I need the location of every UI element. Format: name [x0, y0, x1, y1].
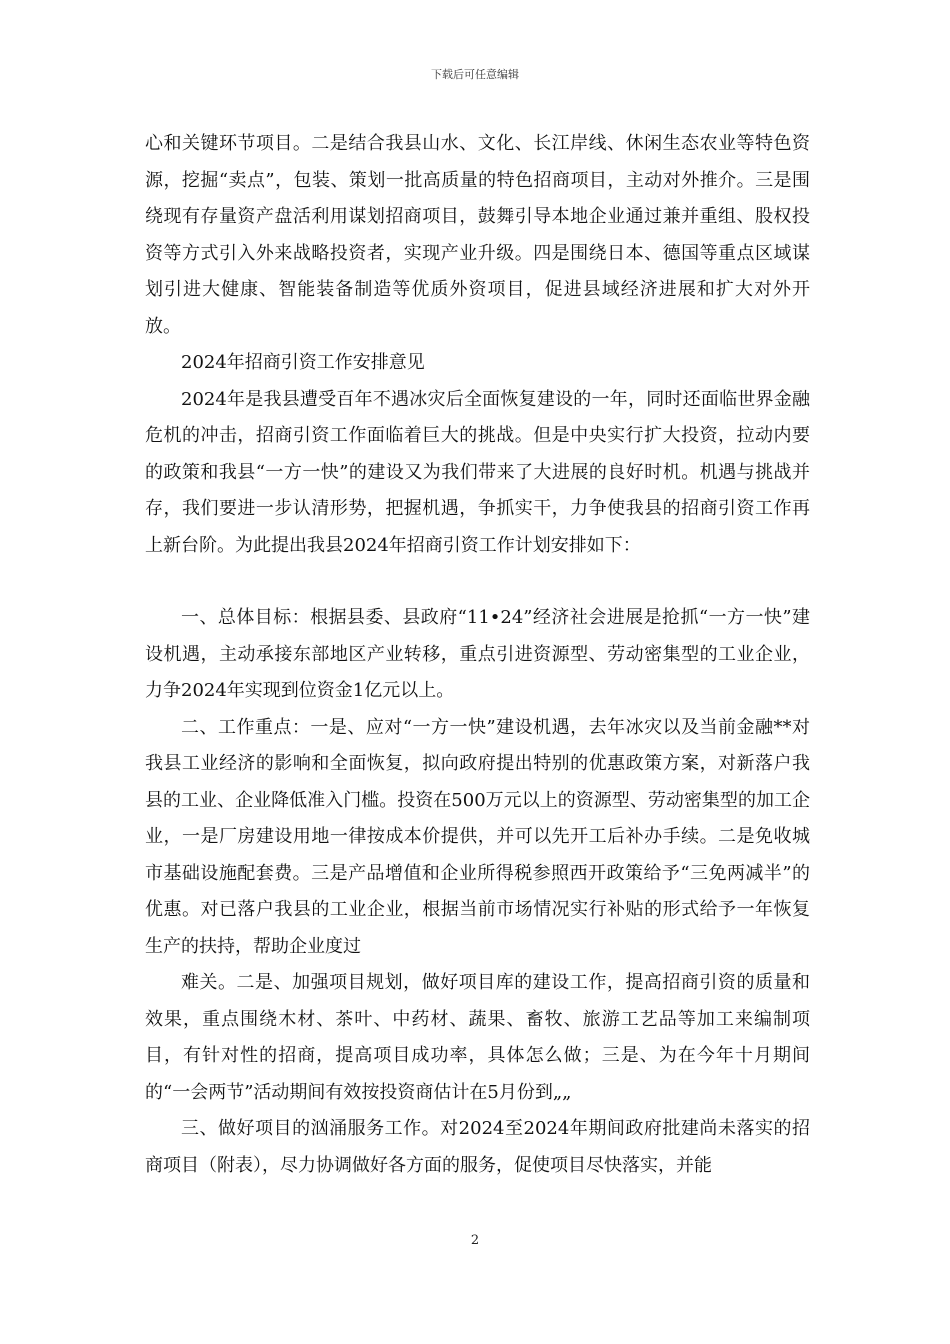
- section-title: 2024年招商引资工作安排意见: [181, 352, 425, 373]
- document-body: [145, 126, 810, 1184]
- blank-line: [145, 564, 810, 600]
- paragraph-overall-goal: 一、总体目标：根据县委、县政府“11•24”经济社会进展是抢抓“一方一快”建设机遇，主动承接东部地区产业转移，重点引进资源型、劳动密集型的工业企业，力争2024年实现到位资金1亿元以上。: [145, 607, 810, 701]
- paragraph-continuation: 心和关键环节项目。二是结合我县山水、文化、长江岸线、休闲生态农业等特色资源，挖掘“卖点”，包装、策划一批高质量的特色招商项目，主动对外推介。三是围绕现有存量资产盘活利用谋划招商项目，鼓舞引导本地企业通过兼并重组、股权投资等方式引入外来战略投资者，实现产业升级。四是围绕日本、德国等重点区域谋划引进大健康、智能装备制造等优质外资项目，促进县域经济进展和扩大对外开放。: [145, 133, 810, 337]
- paragraph-service: 三、做好项目的汹涌服务工作。对2024至2024年期间政府批建尚未落实的招商项目（附表），尽力协调做好各方面的服务，促使项目尽快落实，并能: [145, 1118, 810, 1176]
- page-header: 下载后可任意编辑: [431, 68, 519, 81]
- paragraph-intro: 2024年是我县遭受百年不遇冰灾后全面恢复建设的一年，同时还面临世界金融危机的冲击，招商引资工作面临着巨大的挑战。但是中央实行扩大投资，拉动内要的政策和我县“一方一快”的建设又为我们带来了大进展的良好时机。机遇与挑战并存，我们要进一步认清形势，把握机遇，争抓实干，力争使我县的招商引资工作再上新台阶。为此提出我县2024年招商引资工作计划安排如下：: [145, 388, 810, 556]
- paragraph-difficulty: 难关。二是、加强项目规划，做好项目库的建设工作，提高招商引资的质量和效果，重点围绕木材、茶叶、中药材、蔬果、畜牧、旅游工艺品等加工来编制项目，有针对性的招商，提高项目成功率，具体怎么做；三是、为在今年十月期间的“一会两节”活动期间有效按投资商估计在5月份到„„: [145, 972, 810, 1103]
- paragraph-work-focus: 二、工作重点：一是、应对“一方一快”建设机遇，去年冰灾以及当前金融**对我县工业经济的影响和全面恢复，拟向政府提出特别的优惠政策方案，对新落户我县的工业、企业降低准入门槛。投资在500万元以上的资源型、劳动密集型的加工企业，一是厂房建设用地一律按成本价提供，并可以先开工后补办手续。二是免收城市基础设施配套费。三是产品增值和企业所得税参照西开政策给予“三免两减半”的优惠。对已落户我县的工业企业，根据当前市场情况实行补贴的形式给予一年恢复生产的扶持，帮助企业度过: [145, 716, 810, 957]
- page-number: 2: [470, 1233, 480, 1248]
